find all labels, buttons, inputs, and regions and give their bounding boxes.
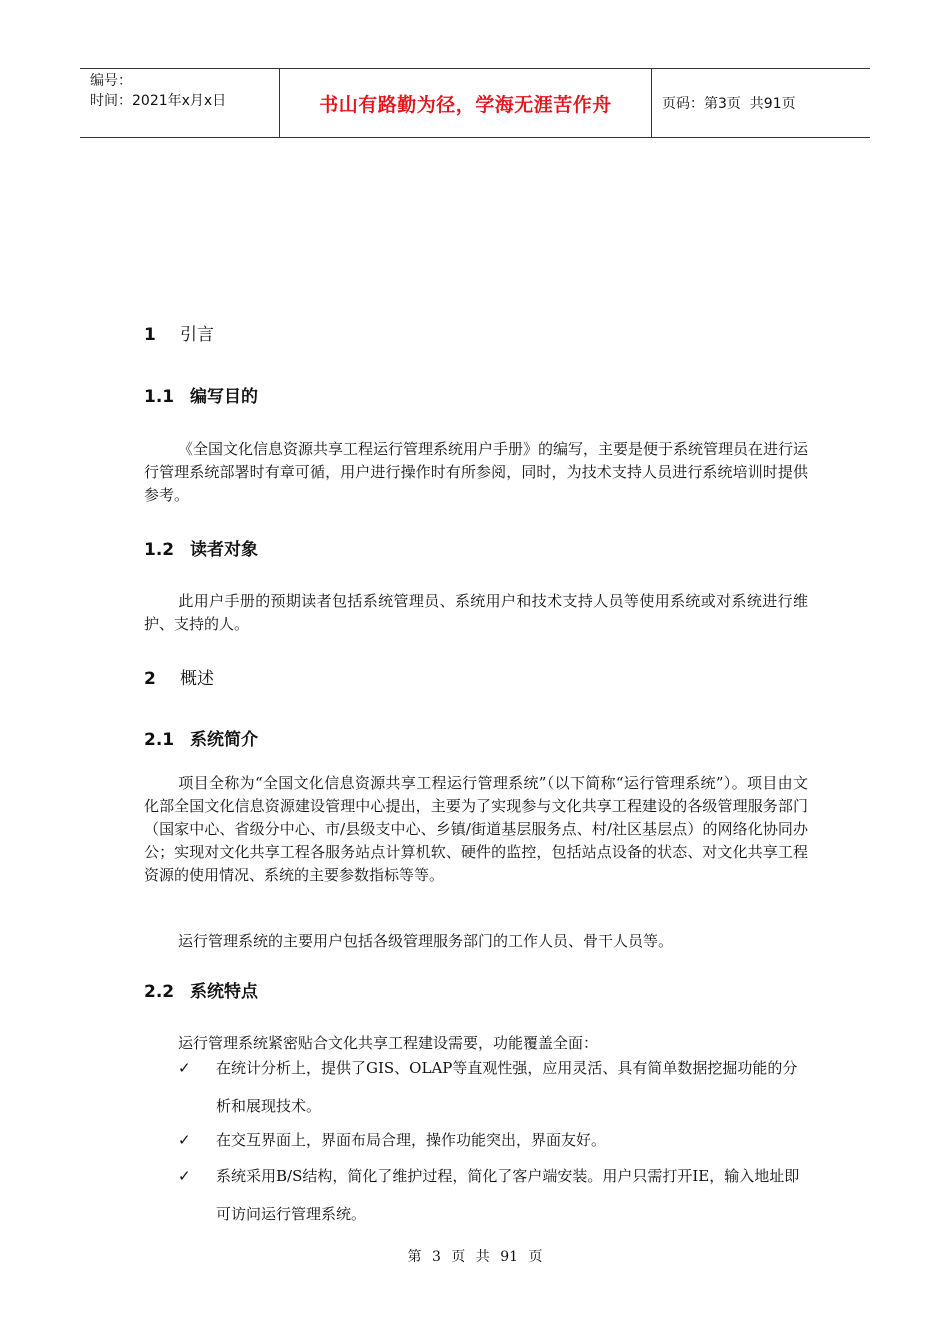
heading-title: 引言 [180,325,214,345]
heading-section-2-1 [144,725,258,750]
paragraph-purpose: 《全国文化信息资源共享工程运行管理系统用户手册》的编写，主要是便于系统管理员在进行运行管理系统部署时有章可循，用户进行操作时有所参阅，同时，为技术支持人员进行系统培训时提供参考。 [144,440,809,504]
header-page-label: 页码：第3页 共91页 [662,96,796,112]
list-item: ✓ 系统采用B/S结构，简化了维护过程，简化了客户端安装。用户只需打开IE，输入地址即可访问运行管理系统。 [178,1157,808,1233]
heading-number: 1.2 [144,540,175,560]
heading-title: 系统特点 [190,982,258,1002]
paragraph-users: 运行管理系统的主要用户包括各级管理服务部门的工作人员、骨干人员等。 [178,932,674,950]
heading-title: 系统简介 [190,730,258,750]
page-header [80,68,870,138]
header-time: 时间：2021年x月x日 [90,93,227,109]
header-motto: 书山有路勤为径，学海无涯苦作舟 [280,69,652,137]
paragraph-intro: 项目全称为“全国文化信息资源共享工程运行管理系统”（以下简称“运行管理系统”）。项目由文化部全国文化信息资源建设管理中心提出，主要为了实现参与文化共享工程建设的各级管理服务部门（国家中心、省级分中心、市/县级支中心、乡镇/街道基层服务点、村/社区基层点）的网络化协同办公；实现对文化共享工程各服务站点计算机软、硬件的监控，包括站点设备的状态、对文化共享工程资源的使用情况、系统的主要参数指标等等。 [144,774,808,884]
page-footer: 第 3 页 共 91 页 [407,1249,543,1265]
heading-section-2-2 [144,977,258,1002]
heading-section-1-2 [144,535,258,560]
paragraph-features: 运行管理系统紧密贴合文化共享工程建设需要，功能覆盖全面： [178,1034,599,1052]
header-page [652,69,870,137]
heading-section-1-1 [144,382,258,407]
heading-title: 读者对象 [190,540,258,560]
header-number: 编号： [90,73,132,89]
heading-number: 1.1 [144,387,175,407]
heading-number: 2.1 [144,730,175,750]
heading-section-2 [144,664,214,689]
list-item: ✓ 在交互界面上，界面布局合理，操作功能突出，界面友好。 [178,1121,808,1159]
check-icon: ✓ [178,1167,191,1185]
heading-title: 编写目的 [190,387,258,407]
heading-number: 2 [144,669,156,689]
check-icon: ✓ [178,1059,191,1077]
heading-section-1 [144,320,214,345]
list-item: ✓ 在统计分析上，提供了GIS、OLAP等直观性强，应用灵活、具有简单数据挖掘功能的分析和展现技术。 [178,1049,808,1125]
heading-title: 概述 [180,669,214,689]
paragraph-audience: 此用户手册的预期读者包括系统管理员、系统用户和技术支持人员等使用系统或对系统进行维护、支持的人。 [144,592,808,633]
heading-number: 1 [144,325,156,345]
check-icon: ✓ [178,1131,191,1149]
header-meta [80,69,280,137]
heading-number: 2.2 [144,982,175,1002]
